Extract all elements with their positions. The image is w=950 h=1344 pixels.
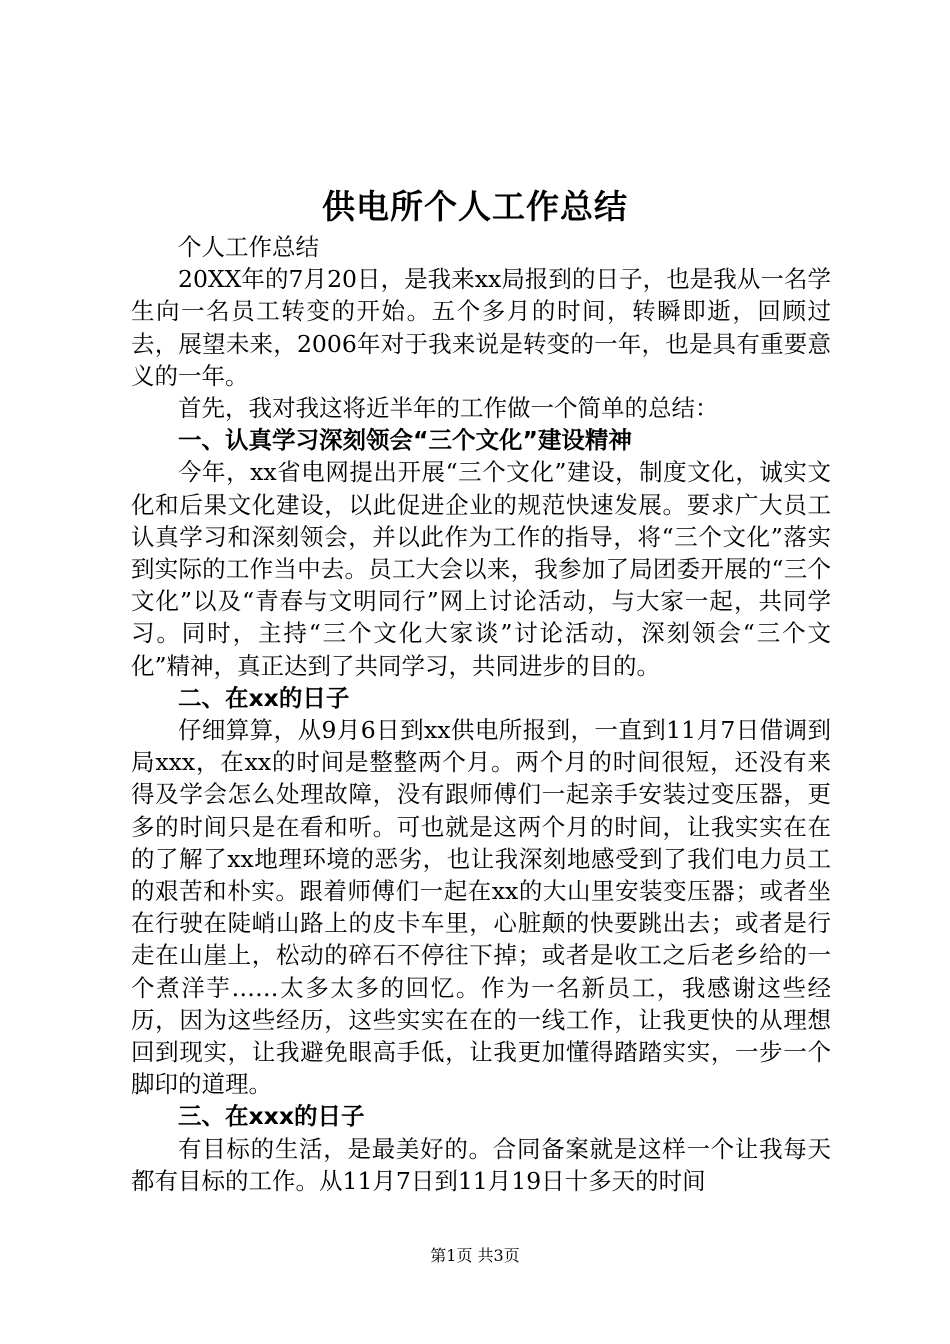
- paragraph: 首先，我对我这将近半年的工作做一个简单的总结：: [178, 394, 719, 423]
- paragraph: 仔细算算，从9月6日到xx供电所报到，一直到11月7日借调到局xxx，在xx的时间是整整两个月。两个月的时间很短，还没有来得及学会怎么处理故障，没有跟师傅们一起亲手安装过变压器，更多的时间只是在看和听。可也就是这两个月的时间，让我实实在在的了解了xx地理环境的恶劣，也让我深刻地感受到了我们电力员工的艰苦和朴实。跟着师傅们一起在xx的大山里安装变压器；或者坐在行驶在陡峭山路上的皮卡车里，心脏颠的快要跳出去；或者是行走在山崖上，松动的碎石不停往下掉；或者是收工之后老乡给的一个煮洋芋……太多太多的回忆。作为一名新员工，我感谢这些经历，因为这些经历，这些实实在在的一线工作，让我更快的从理想回到现实，让我避免眼高手低，让我更加懂得踏踏实实，一步一个脚印的道理。: [131, 716, 831, 1099]
- section-heading: 二、在xx的日子: [178, 683, 350, 712]
- paragraph: 今年，xx省电网提出开展“三个文化”建设，制度文化，诚实文化和后果文化建设，以此促进企业的规范快速发展。要求广大员工认真学习和深刻领会，并以此作为工作的指导，将“三个文化”落实到实际的工作当中去。员工大会以来，我参加了局团委开展的“三个文化”以及“青春与文明同行”网上讨论活动，与大家一起，共同学习。同时，主持“三个文化大家谈”讨论活动，深刻领会“三个文化”精神，真正达到了共同学习，共同进步的目的。: [131, 458, 831, 680]
- page-footer: 第1页 共3页: [430, 1246, 520, 1265]
- paragraph: 个人工作总结: [178, 233, 319, 261]
- paragraph: 20XX年的7月20日，是我来xx局报到的日子，也是我从一名学生向一名员工转变的开始。五个多月的时间，转瞬即逝，回顾过去，展望未来，2006年对于我来说是转变的一年，也是具有重要意义的一年。: [131, 265, 831, 390]
- paragraph: 有目标的生活，是最美好的。合同备案就是这样一个让我每天都有目标的工作。从11月7日到11月19日十多天的时间: [131, 1134, 831, 1195]
- section-heading: 一、认真学习深刻领会“三个文化”建设精神: [178, 426, 632, 455]
- section-heading: 三、在xxx的日子: [178, 1102, 365, 1131]
- document-title: 供电所个人工作总结: [322, 187, 628, 226]
- document-body: [131, 231, 831, 1197]
